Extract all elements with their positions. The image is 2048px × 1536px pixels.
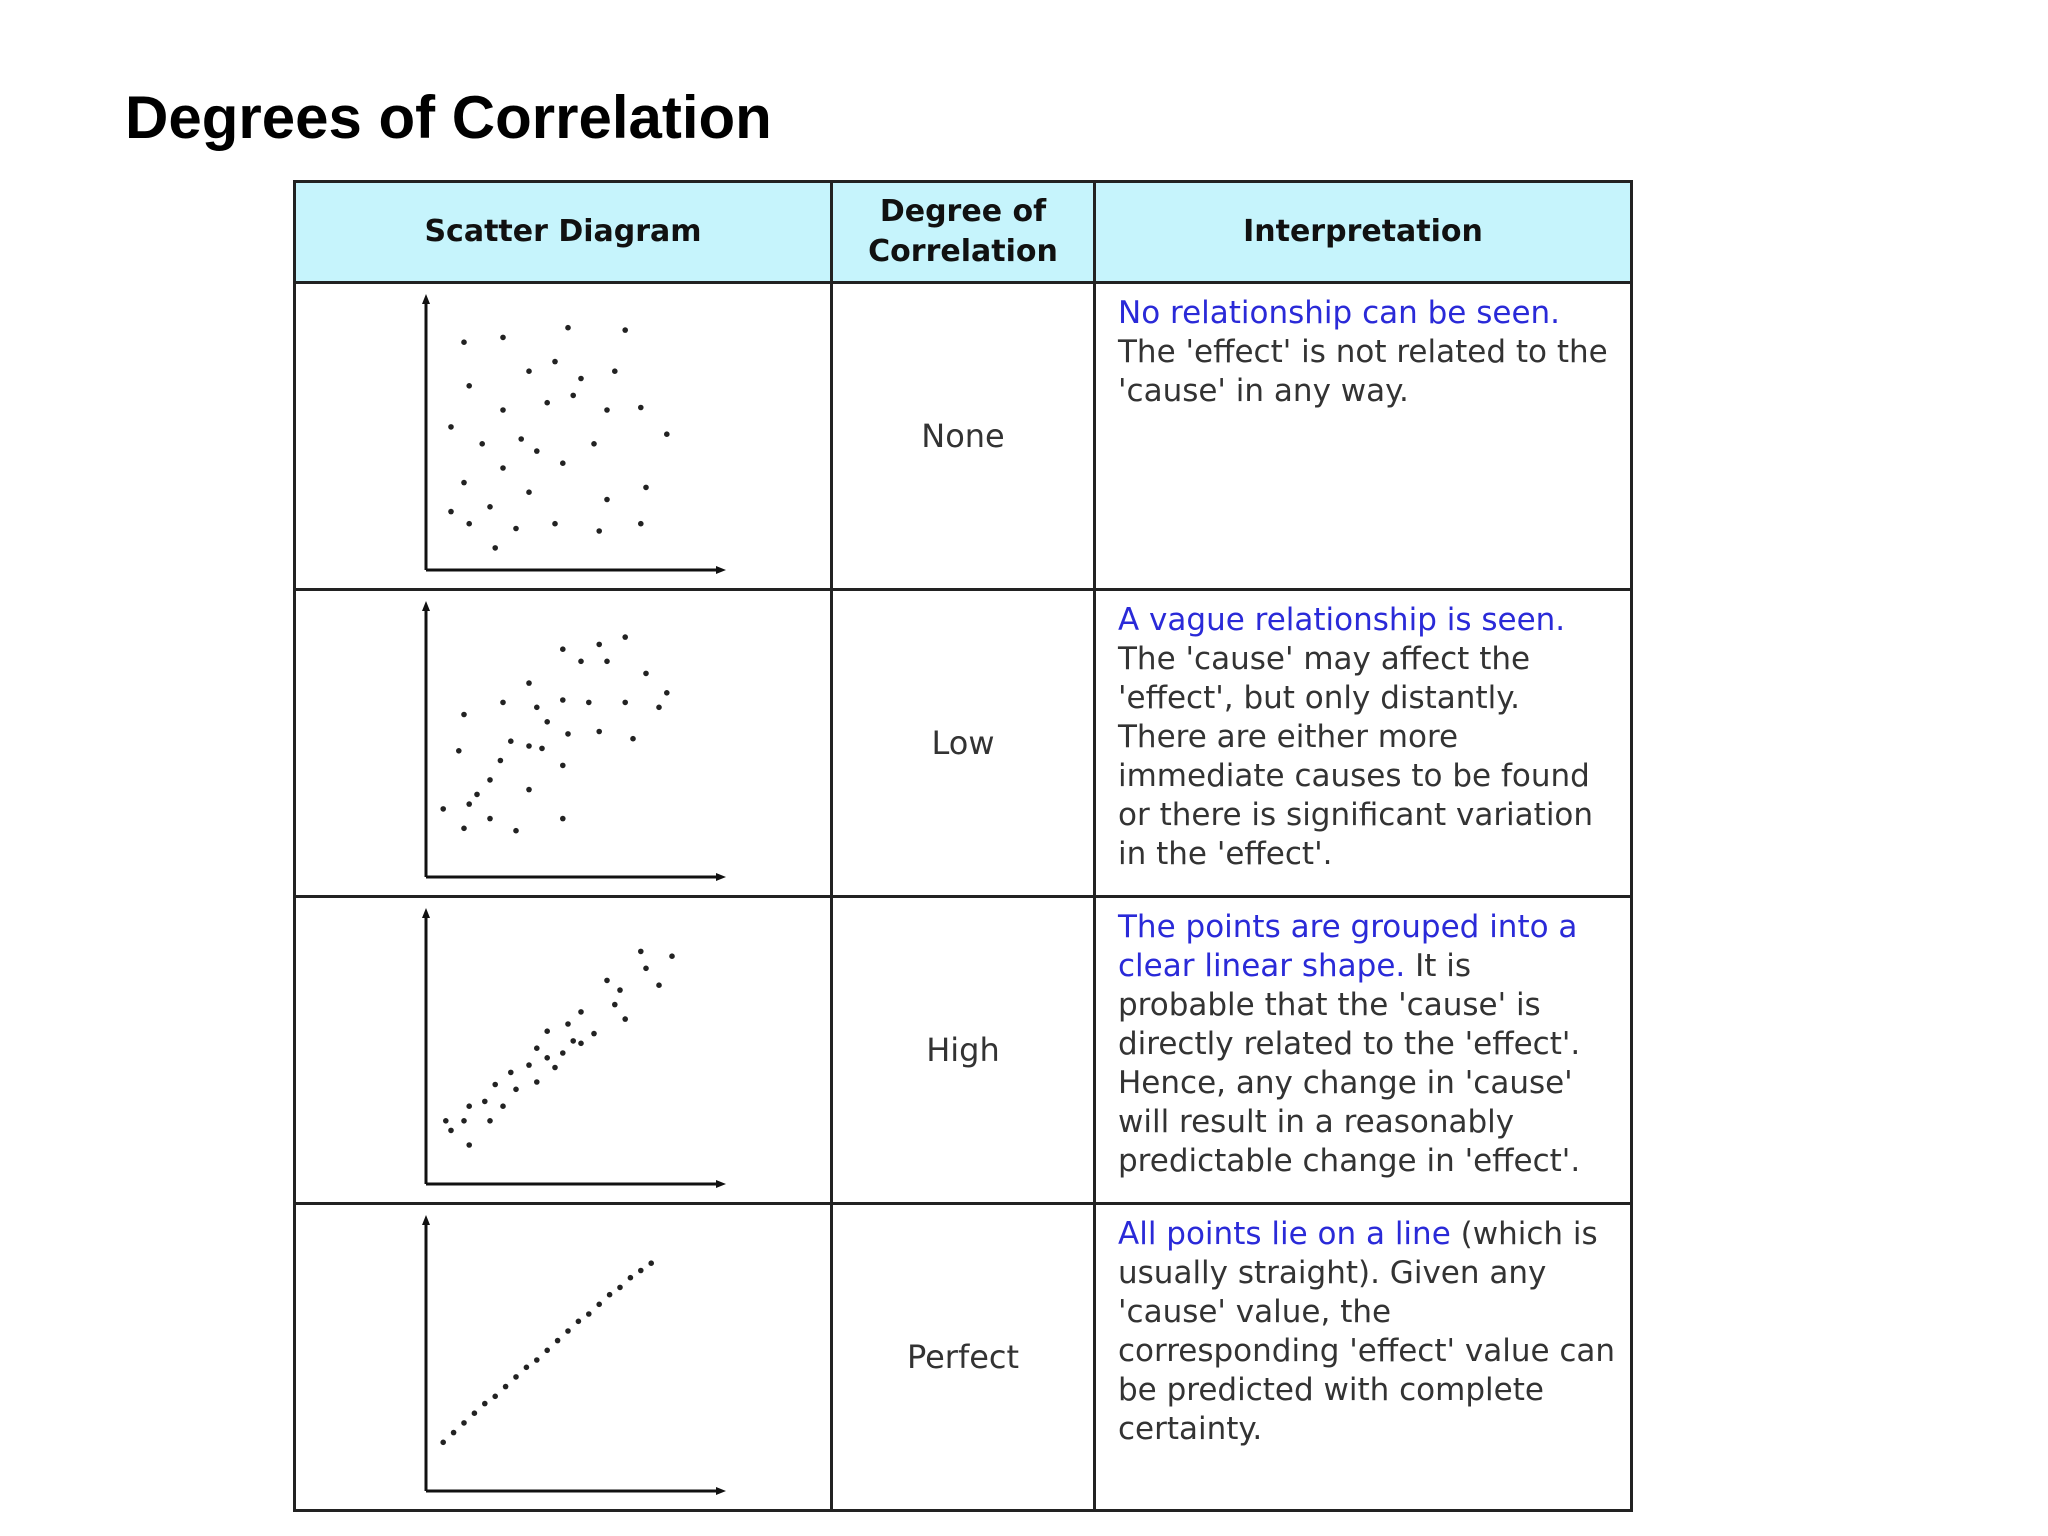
data-point [604,978,610,984]
data-point [622,1016,628,1022]
data-point [630,736,636,742]
data-point [604,407,610,413]
data-point [487,816,493,822]
data-point [500,407,506,413]
table-row-none [293,281,1633,591]
data-point [534,448,540,454]
data-point [544,1055,550,1061]
data-point [586,700,592,706]
header-scatter-diagram: Scatter Diagram [424,214,702,249]
data-point [638,949,644,955]
interpretation-cell [1096,898,1630,1202]
page-title: Degrees of Correlation [125,84,772,151]
data-point [508,738,514,744]
data-point [498,758,504,764]
x-axis-arrow [716,566,726,574]
x-axis-arrow [716,1487,726,1495]
correlation-table [293,180,1633,1520]
interpretation-lead: The points are grouped into a clear linear shape. [1118,909,1578,984]
data-point [628,1275,634,1281]
interpretation-cell [1096,591,1630,895]
header-degree-of-correlation [830,183,1096,281]
data-point [596,642,602,648]
scatter-diagram-low [296,591,830,895]
scatter-diagram-none [296,284,830,588]
table-row-low [293,588,1633,898]
header-degree-line1: Degree of [879,194,1047,229]
data-point [487,504,493,510]
data-point [612,368,618,374]
scatter-diagram-perfect [296,1205,830,1509]
data-point [500,335,506,341]
interpretation-cell [1096,1205,1630,1509]
header-interpretation: Interpretation [1243,214,1483,249]
data-point [643,671,649,677]
data-point [539,746,545,752]
data-point [482,1099,488,1105]
data-point [544,1028,550,1034]
scatter-cell [296,591,830,895]
data-point [451,1430,457,1436]
data-point [461,1118,467,1124]
data-point [604,659,610,665]
data-point [544,1348,550,1354]
data-point [526,368,532,374]
data-point [482,1401,488,1407]
data-point [560,697,566,703]
data-point [492,545,498,551]
data-point [544,719,550,725]
data-point [570,1038,576,1044]
data-point [534,1045,540,1051]
data-point [466,801,472,807]
data-point [552,1065,558,1071]
data-point [565,1021,571,1027]
scatter-diagram-high [296,898,830,1202]
data-point [448,1128,454,1134]
degree-cell: None [830,284,1096,588]
data-point [466,1103,472,1109]
data-point [664,690,670,696]
data-point [487,777,493,783]
y-axis-arrow [422,908,430,918]
data-point [524,1365,530,1371]
data-point [596,528,602,534]
degree-cell: Low [830,591,1096,895]
interpretation-lead: All points lie on a line [1118,1216,1451,1252]
data-point [591,441,597,447]
data-point [664,431,670,437]
data-point [526,743,532,749]
data-point [656,982,662,988]
data-point [560,646,566,652]
data-point [461,1420,467,1426]
data-point [643,966,649,972]
data-point [513,828,519,834]
data-point [576,1319,582,1325]
data-point [560,763,566,769]
data-point [607,1292,613,1298]
scatter-cell [296,898,830,1202]
data-point [638,521,644,527]
interpretation-text: (which is usually straight). Given any 'cause' value, the corresponding 'effect' value can be predicted with complete certainty. [1118,1216,1616,1447]
scatter-cell [296,284,830,588]
degree-cell: Perfect [830,1205,1096,1509]
data-point [560,816,566,822]
data-point [534,1079,540,1085]
interpretation-text: The 'effect' is not related to the 'cause' in any way. [1118,334,1608,409]
interpretation-cell [1096,284,1630,588]
data-point [534,705,540,711]
data-point [570,393,576,399]
data-point [513,1087,519,1093]
data-point [656,705,662,711]
data-point [552,359,558,365]
data-point [578,1009,584,1015]
y-axis-arrow [422,601,430,611]
data-point [622,700,628,706]
data-point [622,634,628,640]
data-point [534,1357,540,1363]
data-point [643,485,649,491]
data-point [544,400,550,406]
degree-cell: High [830,898,1096,1202]
data-point [578,659,584,665]
data-point [612,1002,618,1008]
data-point [503,1384,509,1390]
data-point [513,526,519,532]
interpretation-lead: No relationship can be seen. [1118,295,1561,331]
data-point [461,480,467,486]
y-axis-arrow [422,294,430,304]
data-point [526,489,532,495]
data-point [638,405,644,411]
data-point [508,1070,514,1076]
data-point [526,680,532,686]
data-point [448,424,454,430]
data-point [560,460,566,466]
x-axis-arrow [716,873,726,881]
data-point [518,436,524,442]
data-point [456,748,462,754]
data-point [526,1062,532,1068]
data-point [474,792,480,798]
data-point [466,383,472,389]
data-point [513,1374,519,1380]
data-point [466,521,472,527]
data-point [565,731,571,737]
data-point [479,441,485,447]
data-point [492,1394,498,1400]
data-point [440,1440,446,1446]
data-point [578,376,584,382]
data-point [617,1285,623,1291]
data-point [448,509,454,515]
data-point [578,1041,584,1047]
data-point [500,465,506,471]
data-point [526,787,532,793]
interpretation-lead: A vague relationship is seen. [1118,602,1566,638]
data-point [560,1050,566,1056]
data-point [461,712,467,718]
data-point [461,339,467,345]
data-point [492,1082,498,1088]
data-point [622,327,628,333]
data-point [500,1103,506,1109]
data-point [591,1031,597,1037]
table-row-perfect [293,1202,1633,1512]
data-point [604,497,610,503]
data-point [648,1260,654,1266]
header-degree-line2: Correlation [868,234,1058,269]
data-point [440,806,446,812]
data-point [596,1302,602,1308]
interpretation-text: It is probable that the 'cause' is directly related to the 'effect'. Hence, any change in 'cause' will result in a reasonably predictable change in 'effect'. [1118,948,1581,1179]
x-axis-arrow [716,1180,726,1188]
data-point [552,521,558,527]
data-point [565,1328,571,1334]
scatter-cell [296,1205,830,1509]
data-point [461,826,467,832]
data-point [466,1142,472,1148]
data-point [638,1268,644,1274]
data-point [669,953,675,959]
data-point [472,1410,478,1416]
data-point [617,987,623,993]
table-row-high [293,895,1633,1205]
data-point [500,700,506,706]
data-point [555,1338,561,1344]
data-point [443,1118,449,1124]
data-point [487,1118,493,1124]
data-point [565,325,571,331]
data-point [586,1311,592,1317]
y-axis-arrow [422,1215,430,1225]
data-point [596,729,602,735]
interpretation-text: The 'cause' may affect the 'effect', but only distantly. There are either more immediate causes to be found or there is significant variation in the 'effect'. [1118,641,1594,872]
table-header [293,180,1633,284]
